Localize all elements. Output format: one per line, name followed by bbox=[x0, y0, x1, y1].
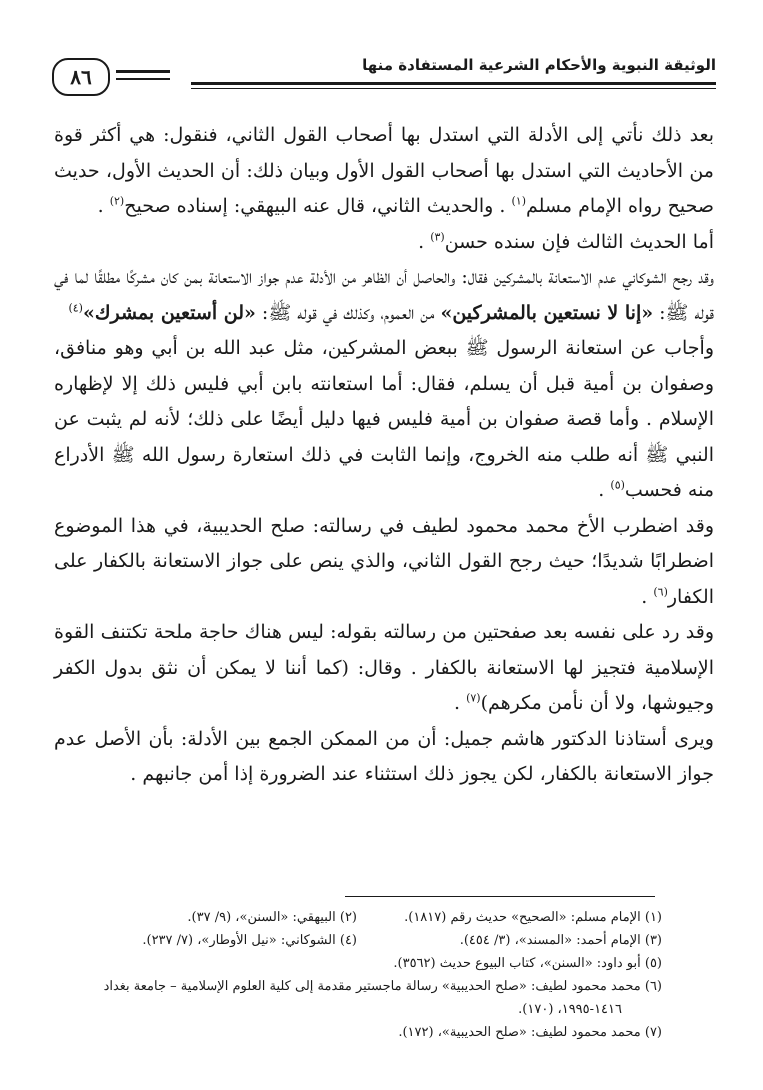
footnote: (١) الإمام مسلم: «الصحيح» حديث رقم (١٨١٧). bbox=[404, 910, 662, 925]
footnote-continuation: ١٤١٦-١٩٩٥، (١٧٠). bbox=[518, 1002, 622, 1017]
footnotes bbox=[52, 906, 662, 1044]
footnote-ref: (٤) bbox=[68, 301, 83, 315]
footnote-ref: (٥) bbox=[610, 478, 625, 492]
footnote-ref: (٢) bbox=[109, 194, 125, 208]
running-title: الوثيقة النبوية والأحكام الشرعية المستفادة منها bbox=[362, 56, 716, 74]
main-text bbox=[54, 118, 714, 793]
page-number: ٨٦ bbox=[52, 58, 110, 96]
paragraph bbox=[54, 331, 714, 509]
footnote: (٧) محمد محمود لطيف: «صلح الحديبية»، (١٧٢). bbox=[398, 1025, 662, 1040]
paragraph-text: من العموم، وكذلك في قوله ﷺ: bbox=[255, 301, 441, 324]
hadith-quote: «إنا لا نستعين بالمشركين» bbox=[440, 301, 654, 324]
footnote-ref: (١) bbox=[511, 194, 526, 208]
page-header bbox=[52, 52, 716, 96]
paragraph-text: . bbox=[97, 195, 110, 217]
paragraph-text: . bbox=[453, 692, 467, 714]
header-ornament-line bbox=[116, 70, 170, 73]
paragraph-text: . bbox=[598, 479, 611, 501]
paragraph-text: . bbox=[418, 230, 431, 253]
header-rule bbox=[191, 82, 716, 85]
footnote-separator bbox=[345, 896, 655, 897]
footnote: (٣) الإمام أحمد: «المسند»، (٣/ ٤٥٤). bbox=[459, 933, 662, 948]
footnote-ref: (٧) bbox=[466, 691, 481, 705]
footnote: (٢) البيهقي: «السنن»، (٩/ ٣٧). bbox=[187, 910, 357, 925]
paragraph bbox=[54, 260, 714, 331]
paragraph-text: وقد رد على نفسه بعد صفحتين من رسالته بقوله: ليس هناك حاجة ملحة تكتنف القوة الإسلامية فتجيز لها الاستعانة بالكفار . وقال: (كما أننا لا يمكن أن نثق بدول الكفر وجيوشها، ولا أن نأمن مكرهم) bbox=[54, 621, 714, 714]
paragraph-text: وأجاب عن استعانة الرسول ﷺ ببعض المشركين، مثل عبد الله بن أبي وهو منافق، وصفوان بن أمية قبل أن يسلم، فقال: أما استعانته بابن أبي فليس ذلك إلا لإظهاره الإسلام . وأما قصة صفوان بن أمية فليس فيها دليل أيضًا على ذلك؛ لأنه لم يثبت عن النبي ﷺ أنه طلب منه الخروج، وإنما الثابت في ذلك استعارة رسول الله ﷺ الأدراع منه فحسب bbox=[54, 337, 714, 501]
paragraph-text: . والحديث الثاني، قال عنه البيهقي: إسناده صحيح bbox=[124, 195, 512, 217]
footnote: (٦) محمد محمود لطيف: «صلح الحديبية» رسالة ماجستير مقدمة إلى كلية العلوم الإسلامية – جامعة بغداد bbox=[103, 979, 662, 994]
header-rule bbox=[191, 88, 716, 89]
paragraph-text: أما الحديث الثالث فإن سنده حسن bbox=[444, 230, 714, 253]
paragraph-text: وقد رجح الشوكاني عدم الاستعانة بالمشركين فقال: والحاصل أن الظاهر من الأدلة عدم جواز الاستعانة بمن كان مشركًا مطلقًا لما في قوله ﷺ: bbox=[54, 266, 714, 324]
paragraph-text: . bbox=[641, 585, 654, 608]
paragraph-text: ويرى أستاذنا الدكتور هاشم جميل: أن من الممكن الجمع بين الأدلة: بأن الأصل عدم جواز الاستعانة بالكفار، لكن يجوز ذلك استثناء عند الضرورة إذا أمن جانبهم . bbox=[54, 727, 714, 785]
paragraph bbox=[54, 225, 714, 261]
paragraph-text: بعد ذلك نأتي إلى الأدلة التي استدل بها أصحاب القول الثاني، فنقول: هي أكثر قوة من الأحاديث التي استدل بها أصحاب القول الأول وبيان ذلك: أن الحديث الأول، حديث صحيح رواه الإمام مسلم bbox=[54, 124, 714, 217]
footnote-ref: (٦) bbox=[653, 585, 668, 599]
footnote-row bbox=[52, 906, 662, 929]
footnote-row bbox=[52, 929, 662, 952]
paragraph-text: وقد اضطرب الأخ محمد محمود لطيف في رسالته: صلح الحديبية، في هذا الموضوع اضطرابًا شديدًا؛ حيث رجح القول الثاني، والذي ينص على جواز الاستعانة بالكفار على الكفار bbox=[54, 514, 714, 608]
paragraph bbox=[54, 509, 714, 616]
hadith-quote: «لن أستعين بمشرك» bbox=[82, 301, 256, 324]
footnote-ref: (٣) bbox=[430, 230, 445, 244]
footnote: (٤) الشوكاني: «نيل الأوطار»، (٧/ ٢٣٧). bbox=[142, 933, 357, 948]
paragraph bbox=[54, 118, 714, 225]
footnote: (٥) أبو داود: «السنن»، كتاب البيوع حديث (٣٥٦٢). bbox=[393, 956, 662, 971]
paragraph bbox=[54, 615, 714, 722]
paragraph bbox=[54, 722, 714, 793]
header-ornament-line bbox=[116, 78, 170, 80]
